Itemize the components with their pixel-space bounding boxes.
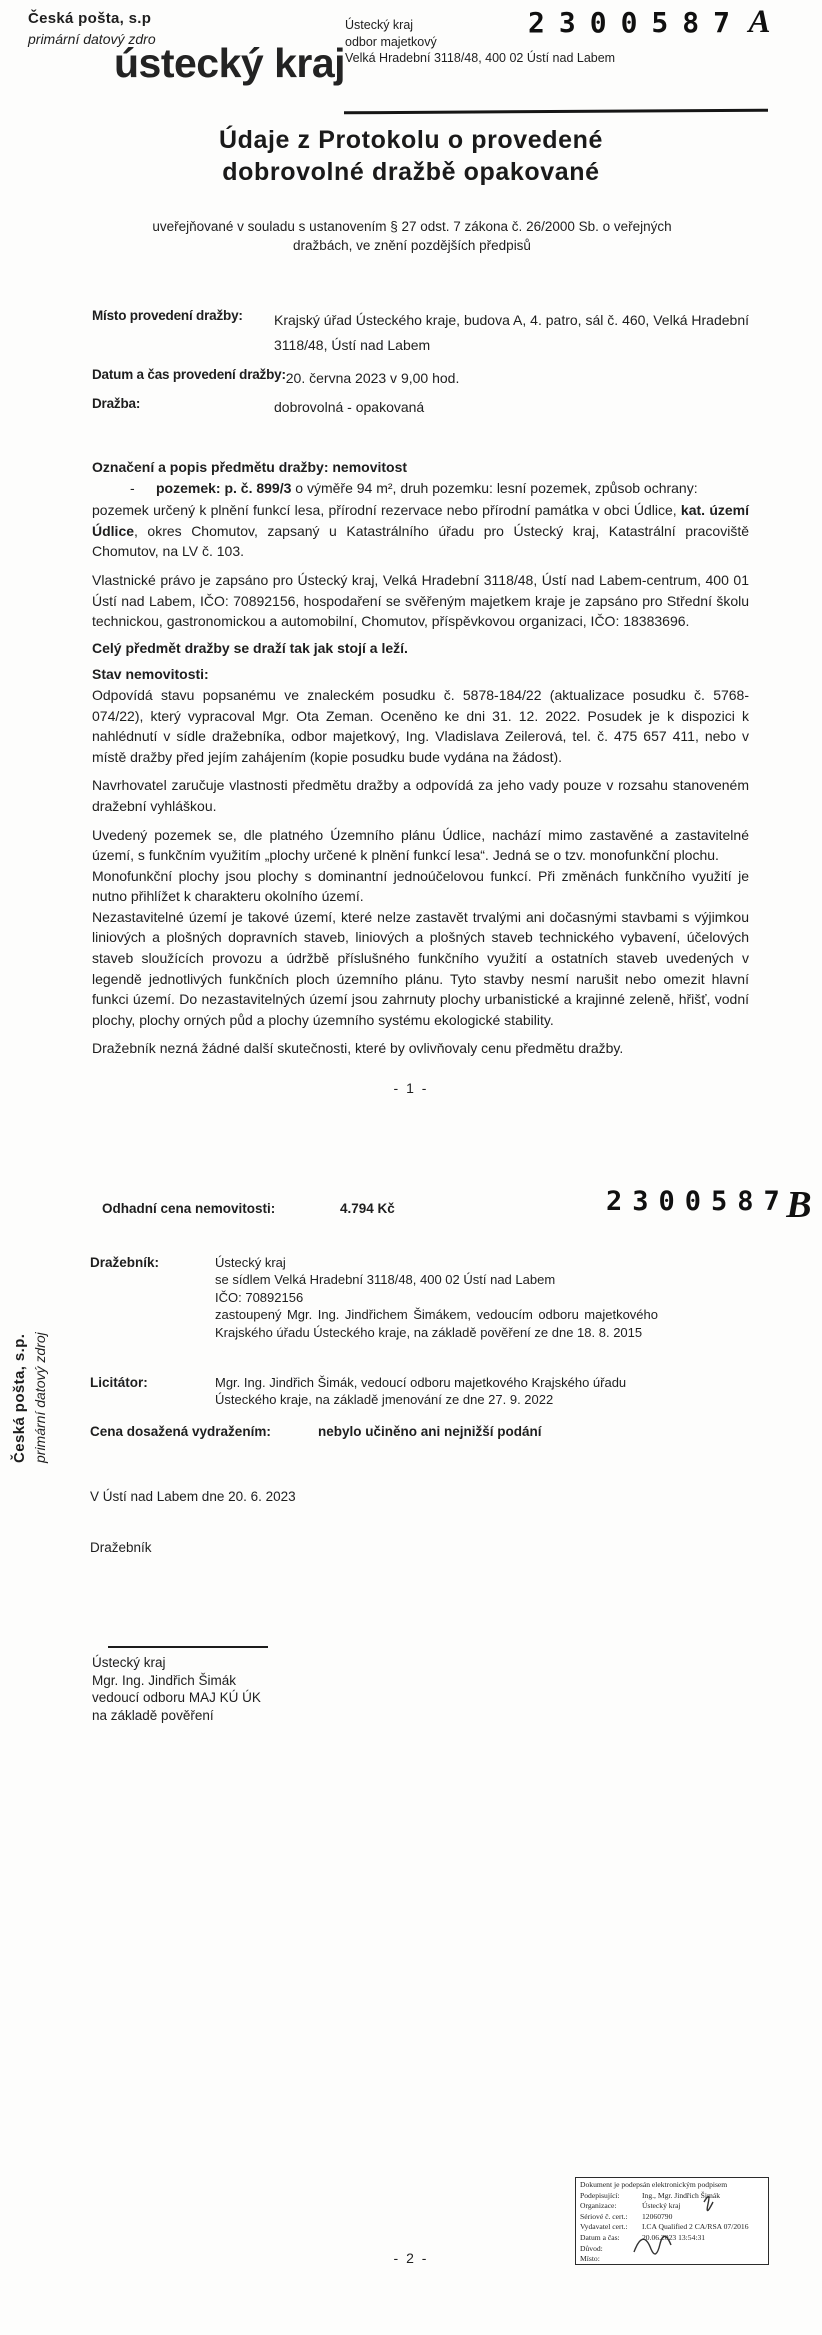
- document-number-stamp-a: [528, 4, 770, 41]
- recipient-line: Velká Hradební 3118/48, 400 02 Ústí nad Labem: [345, 51, 616, 65]
- auctioneer-label: Dražebník:: [90, 1255, 160, 1270]
- esign-row: [580, 2212, 766, 2223]
- esign-value: 12060790: [642, 2211, 673, 2221]
- stamp-letter-b: B: [786, 1184, 812, 1226]
- field-row-datetime: [92, 367, 749, 389]
- header-divider-line: [344, 109, 768, 115]
- condition-paragraph: Odpovídá stavu popsanému ve znaleckém posudku č. 5878-184/22 (aktualizace posudku č. 5768-074/22), který vypracoval Mgr. Ota Zeman. Oceněno ke dni 31. 12. 2022. Posudek je k dispozici k nahlédnutí v sídle dražebníka, odbor majetkový, Ing. Vladislava Zeilerová, tel. č. 475 657 411, nebo v místě dražby před jejím zahájením (kopie posudku bude vydána na žádost).: [92, 686, 749, 765]
- desc-text: pozemek určený k plnění funkcí lesa, přírodní rezervace nebo přírodní památka v obci Údlice,: [92, 502, 681, 519]
- ownership-paragraph: Vlastnické právo je zapsáno pro Ústecký kraj, Velká Hradební 3118/48, Ústí nad Labem-centrum, 400 01 Ústí nad Labem, IČO: 70892156, hospodaření se svěřeným majetkem kraje je zapsáno pro Střední školu technickou, gastronomickou a automobilní, Chomutov, příspěvkovou organizaci, IČO: 18383696.: [92, 571, 749, 630]
- desc-text: , okres Chomutov, zapsaný u Katastrálního úřadu pro Ústecký kraj, Katastrální pracoviště Chomutov, na LV č. 103.: [92, 522, 749, 560]
- achieved-price-value: nebylo učiněno ani nejnižší podání: [318, 1424, 542, 1439]
- auctioneer-line: IČO: 70892156: [215, 1289, 304, 1305]
- auctioneer-value: [215, 1254, 658, 1341]
- esign-label: Sériové č. cert.:: [580, 2211, 628, 2221]
- auctioneer-row: [90, 1254, 658, 1341]
- esign-label: Důvod:: [580, 2243, 603, 2253]
- ustecky-kraj-logo: ústecký kraj: [114, 40, 346, 86]
- field-value: Krajský úřad Ústeckého kraje, budova A, 4. patro, sál č. 460, Velká Hradební 3118/48, Ústí nad Labem: [274, 312, 749, 353]
- no-other-facts-paragraph: Dražebník nezná žádné další skutečnosti, které by ovlivňovaly cenu předmětu dražby.: [92, 1040, 624, 1057]
- signature-line: [108, 1646, 268, 1648]
- sold-as-is-statement: Celý předmět dražby se draží tak jak stojí a leží.: [92, 639, 408, 656]
- esign-row: [580, 2233, 766, 2244]
- estimate-price-row: [102, 1201, 664, 1216]
- place-and-date-line: V Ústí nad Labem dne 20. 6. 2023: [90, 1489, 296, 1504]
- achieved-price-label: Cena dosažená vydražením:: [90, 1424, 271, 1439]
- auctioneer-line: zastoupený Mgr. Ing. Jindřichem Šimákem, vedoucím odboru majetkového Krajského úřadu Ústeckého kraje, na základě pověření ze dne 18. 8. 2015: [215, 1307, 658, 1340]
- vertical-sender-block: [10, 1215, 50, 1463]
- esign-value: Ing., Mgr. Jindřich Šimák: [642, 2190, 721, 2200]
- title-line-2: dobrovolné dražbě opakované: [222, 158, 600, 186]
- page1-body: [92, 457, 749, 1059]
- esign-title: Dokument je podepsán elektronickým podpisem: [580, 2180, 728, 2189]
- signature-title: vedoucí odboru MAJ KÚ ÚK: [92, 1690, 261, 1706]
- signature-name: Mgr. Ing. Jindřich Šimák: [92, 1672, 237, 1688]
- field-label: Místo provedení dražby:: [92, 308, 243, 323]
- stamp-digits: 2300587: [606, 1186, 790, 1217]
- esign-row: [580, 2191, 766, 2202]
- esign-label: Vydavatel cert.:: [580, 2222, 628, 2232]
- vertical-sender-name: Česká pošta, s.p.: [11, 1333, 28, 1463]
- field-value: 20. června 2023 v 9,00 hod.: [285, 370, 460, 386]
- signature-block: [92, 1654, 261, 1724]
- page1-number: - 1 -: [393, 1080, 429, 1096]
- esign-value: I.CA Qualified 2 CA/RSA 07/2016: [642, 2222, 749, 2232]
- achieved-price-row: [90, 1424, 730, 1439]
- bullet-text: [156, 478, 698, 499]
- vertical-sender-subtitle: primární datový zdroj: [32, 1332, 48, 1463]
- bullet-dash: -: [130, 479, 135, 496]
- signatory-role-label: Dražebník: [90, 1540, 152, 1555]
- page2-number: - 2 -: [393, 2250, 429, 2266]
- estimate-value: 4.794 Kč: [340, 1201, 395, 1216]
- subtitle-line-1: uveřejňované v souladu s ustanovením § 27 odst. 7 zákona č. 26/2000 Sb. o veřejných: [152, 219, 672, 234]
- parcel-bullet-item: [92, 478, 749, 499]
- zoning-paragraph-2: Monofunkční plochy jsou plochy s dominantní jednoúčelovou funkcí. Při změnách funkčního využití je nutno přihlížet k charakteru okolního území.: [92, 867, 749, 905]
- warranty-paragraph: Navrhovatel zaručuje vlastnosti předmětu dražby a odpovídá za jeho vady pouze v rozsahu stanoveném dražební vyhláškou.: [92, 777, 749, 814]
- recipient-line: Ústecký kraj: [345, 18, 414, 32]
- esign-label: Datum a čas:: [580, 2232, 620, 2242]
- subject-heading: Označení a popis předmětu dražby: nemovitost: [92, 459, 408, 475]
- field-label: Datum a čas provedení dražby:: [92, 367, 286, 382]
- auctioneer-line: Ústecký kraj: [215, 1255, 286, 1270]
- parcel-description-paragraph: [92, 500, 749, 562]
- condition-heading: Stav nemovitosti:: [92, 666, 209, 683]
- parcel-details: o výměře 94 m², druh pozemku: lesní pozemek, způsob ochrany:: [291, 479, 698, 496]
- recipient-line: odbor majetkový: [345, 34, 437, 49]
- licitator-value: Mgr. Ing. Jindřich Šimák, vedoucí odboru majetkového Krajského úřadu Ústeckého kraje, na základě jmenování ze dne 27. 9. 2022: [215, 1375, 627, 1408]
- stamp-digits: 2300587: [528, 6, 745, 39]
- estimate-label: Odhadní cena nemovitosti:: [102, 1201, 276, 1216]
- esign-row: [580, 2201, 766, 2212]
- zoning-paragraph-3: Nezastavitelné území je takové území, které nelze zastavět trvalými ani dočasnými stavbami s výjimkou liniových a plošných dopravních staveb, liniových a plošných staveb technického vybavení, účelových staveb sloužících provozu a údržbě příslušného funkčního využití a ostatních staveb uvedených v legendě jednotlivých funkčních ploch územního plánu. Tyto stavby nesmí narušit nebo omezit hlavní funkci území. Do nezastavitelných území jsou zahrnuty plochy urbanistické a krajinné zeleně, hřišť, vodní plochy, plochy orných půd a plochy územního systému ekologické stability.: [92, 908, 749, 1028]
- sender-subtitle: primární datový zdro: [28, 31, 156, 47]
- field-label: Dražba:: [92, 396, 141, 411]
- document-subtitle: [98, 217, 726, 255]
- esign-label: Místo:: [580, 2254, 600, 2264]
- sender-name: Česká pošta, s.p: [28, 10, 152, 27]
- auction-info-fields: [92, 308, 749, 425]
- document-title: [140, 124, 682, 188]
- cadastral-area: kat. území Údlice: [92, 502, 749, 539]
- esign-label: Podepisující:: [580, 2190, 620, 2200]
- esign-label: Organizace:: [580, 2201, 617, 2211]
- field-row-place: [92, 308, 749, 358]
- esign-value: Ústecký kraj: [642, 2201, 681, 2211]
- field-row-auction-type: [92, 396, 749, 418]
- title-line-1: Údaje z Protokolu o provedené: [218, 126, 604, 154]
- esign-row: [580, 2222, 766, 2233]
- licitator-row: [90, 1374, 658, 1409]
- signature-authority: na základě pověření: [92, 1707, 214, 1723]
- stamp-letter-a: A: [748, 4, 771, 40]
- esign-value: 20.06.2023 13:54:31: [642, 2232, 706, 2242]
- licitator-label: Licitátor:: [90, 1375, 148, 1390]
- subtitle-line-2: dražbách, ve znění pozdějších předpisů: [293, 238, 531, 253]
- signature-org: Ústecký kraj: [92, 1655, 166, 1670]
- auctioneer-line: se sídlem Velká Hradební 3118/48, 400 02 Ústí nad Labem: [215, 1272, 556, 1288]
- parcel-number: pozemek: p. č. 899/3: [156, 479, 292, 496]
- field-value: dobrovolná - opakovaná: [274, 399, 425, 415]
- zoning-paragraph-1: Uvedený pozemek se, dle platného Územního plánu Údlice, nachází mimo zastavěné a zastavitelné území, s funkčním využitím „plochy určené k plnění funkcí lesa“. Jedná se o tzv. monofunkční plochu.: [92, 826, 749, 864]
